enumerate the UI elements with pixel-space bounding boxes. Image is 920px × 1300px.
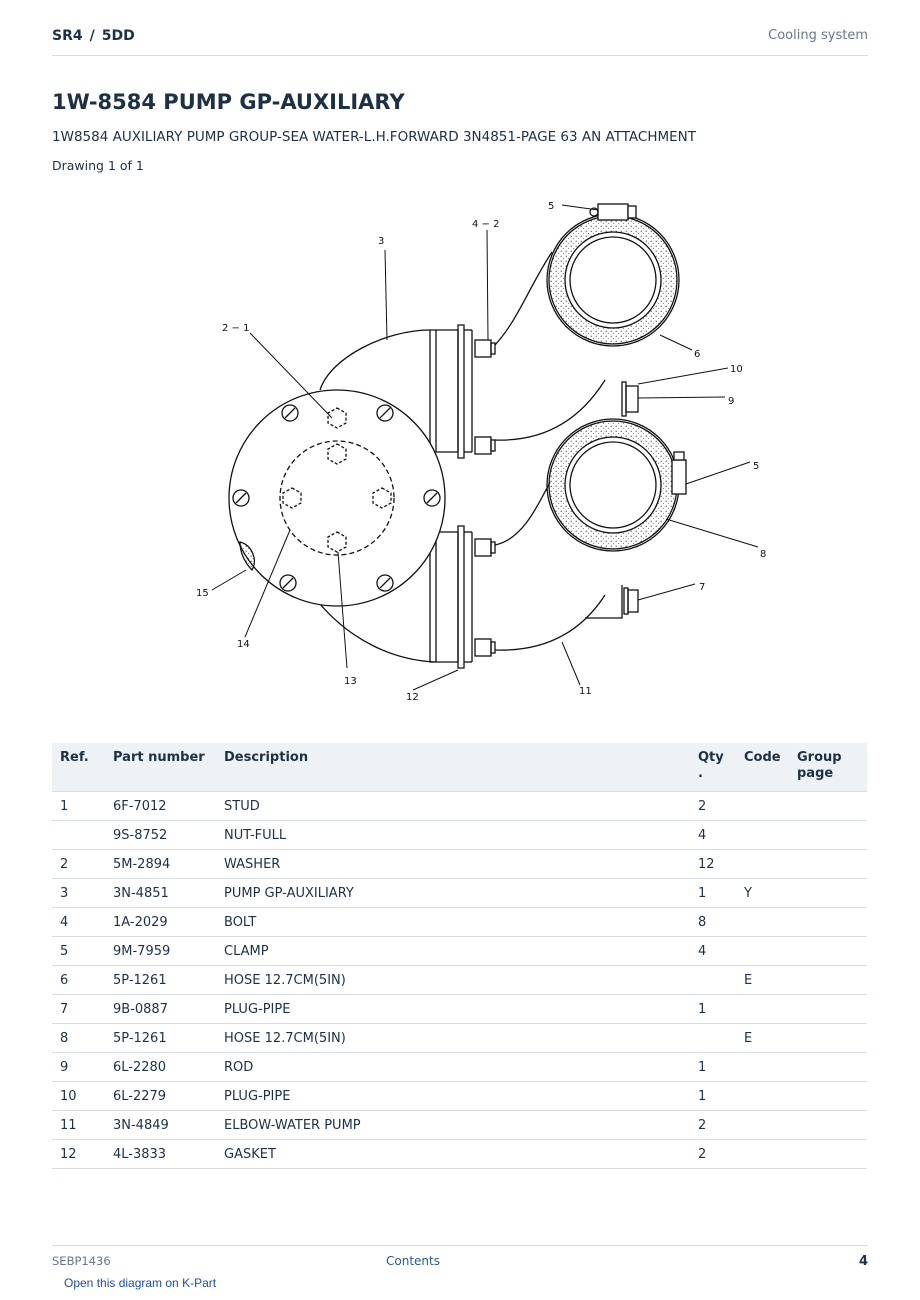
cell-qty: 2 [690, 1111, 736, 1140]
col-code-header-label: Code [744, 750, 781, 765]
table-row [52, 937, 867, 966]
callout-ref-11: 11 [579, 686, 592, 697]
cell-qty: 2 [690, 792, 736, 821]
cell-code [736, 792, 789, 821]
callout-ref-5-lower: 5 [753, 461, 760, 472]
cell-description: PLUG-PIPE [216, 995, 690, 1024]
cell-description: WASHER [216, 850, 690, 879]
callout-ref-13: 13 [344, 676, 357, 687]
cell-part-number: 3N-4851 [105, 879, 216, 908]
callout-ref-5-upper: 5 [548, 201, 555, 212]
table-row [52, 995, 867, 1024]
cell-qty: 12 [690, 850, 736, 879]
cell-code [736, 850, 789, 879]
table-row [52, 908, 867, 937]
table-row [52, 1053, 867, 1082]
table-row [52, 821, 867, 850]
cell-description: PUMP GP-AUXILIARY [216, 879, 690, 908]
col-group-page-header-label: Group page [797, 750, 842, 781]
cell-qty: 2 [690, 1140, 736, 1169]
cell-description: HOSE 12.7CM(5IN) [216, 966, 690, 995]
cell-ref: 8 [52, 1024, 105, 1053]
upper-hose [547, 214, 679, 346]
cell-group-page [789, 1140, 867, 1169]
page-title: 1W-8584 PUMP GP-AUXILIARY [52, 90, 405, 114]
cell-code: E [736, 966, 789, 995]
cell-ref: 1 [52, 792, 105, 821]
col-ref-header [52, 743, 105, 792]
cell-group-page [789, 1082, 867, 1111]
section-label: Cooling system [768, 28, 868, 43]
cell-qty: 1 [690, 1082, 736, 1111]
cell-group-page [789, 850, 867, 879]
cell-qty: 1 [690, 1053, 736, 1082]
drawing-count: Drawing 1 of 1 [52, 158, 144, 173]
cell-qty [690, 966, 736, 995]
cell-part-number: 9S-8752 [105, 821, 216, 850]
callout-ref-12: 12 [406, 692, 419, 703]
callout-ref-15: 15 [196, 588, 209, 599]
cell-description: STUD [216, 792, 690, 821]
cell-part-number: 5P-1261 [105, 1024, 216, 1053]
table-row [52, 1140, 867, 1169]
cell-description: ROD [216, 1053, 690, 1082]
cell-code [736, 908, 789, 937]
cell-part-number: 5M-2894 [105, 850, 216, 879]
lower-hose-clamp [672, 452, 686, 494]
cell-part-number: 6L-2279 [105, 1082, 216, 1111]
table-row [52, 1024, 867, 1053]
cell-description: NUT-FULL [216, 821, 690, 850]
cell-ref: 9 [52, 1053, 105, 1082]
model-breadcrumb [52, 28, 135, 44]
cell-qty: 4 [690, 821, 736, 850]
cell-description: ELBOW-WATER PUMP [216, 1111, 690, 1140]
lower-hose [547, 419, 679, 551]
col-qty-header [690, 743, 736, 792]
callout-ref-7: 7 [699, 582, 706, 593]
col-part-number-header-label: Part number [113, 750, 205, 765]
page-footer [52, 1245, 868, 1273]
cell-part-number: 6L-2280 [105, 1053, 216, 1082]
callout-ref-10: 10 [730, 364, 743, 375]
cell-qty: 8 [690, 908, 736, 937]
cell-ref: 11 [52, 1111, 105, 1140]
lower-outlet-flange [430, 526, 472, 668]
cell-part-number: 4L-3833 [105, 1140, 216, 1169]
cell-description: CLAMP [216, 937, 690, 966]
upper-outlet-flange [430, 325, 472, 458]
table-header-row [52, 743, 867, 792]
cell-part-number: 6F-7012 [105, 792, 216, 821]
col-group-page-header [789, 743, 867, 792]
cell-code [736, 821, 789, 850]
table-row [52, 1111, 867, 1140]
cell-qty [690, 1024, 736, 1053]
cell-code: Y [736, 879, 789, 908]
page-subtitle: 1W8584 AUXILIARY PUMP GROUP-SEA WATER-L.H.FORWARD 3N4851-PAGE 63 AN ATTACHMENT [52, 129, 697, 145]
cell-qty: 1 [690, 879, 736, 908]
callout-ref-3: 3 [378, 236, 385, 247]
cell-group-page [789, 1053, 867, 1082]
open-kpart-link[interactable]: Open this diagram on K-Part [64, 1276, 217, 1290]
cell-group-page [789, 1024, 867, 1053]
cell-group-page [789, 995, 867, 1024]
cell-ref: 4 [52, 908, 105, 937]
callout-ref-8: 8 [760, 549, 767, 560]
cell-ref: 5 [52, 937, 105, 966]
col-qty-header-label: Qty . [698, 750, 724, 781]
callout-ref-6: 6 [694, 349, 701, 360]
cell-description: HOSE 12.7CM(5IN) [216, 1024, 690, 1053]
cell-qty: 4 [690, 937, 736, 966]
breadcrumb-separator: / [89, 28, 95, 44]
flange-bolts [475, 340, 495, 656]
table-row [52, 792, 867, 821]
cell-part-number: 1A-2029 [105, 908, 216, 937]
model-label: SR4 [52, 28, 83, 44]
cell-part-number: 3N-4849 [105, 1111, 216, 1140]
callout-ref-2-1: 2 − 1 [222, 323, 250, 334]
parts-diagram [180, 190, 800, 715]
cell-group-page [789, 908, 867, 937]
cell-code [736, 995, 789, 1024]
table-row [52, 966, 867, 995]
cell-ref: 3 [52, 879, 105, 908]
cell-description: BOLT [216, 908, 690, 937]
parts-table [52, 743, 867, 1169]
cell-ref [52, 821, 105, 850]
page-number: 4 [858, 1254, 868, 1269]
cell-ref: 2 [52, 850, 105, 879]
cell-qty: 1 [690, 995, 736, 1024]
cell-ref: 7 [52, 995, 105, 1024]
col-description-header [216, 743, 690, 792]
table-row [52, 850, 867, 879]
col-part-number-header [105, 743, 216, 792]
cell-ref: 10 [52, 1082, 105, 1111]
cell-part-number: 9B-0887 [105, 995, 216, 1024]
cell-part-number: 9M-7959 [105, 937, 216, 966]
callout-ref-9: 9 [728, 396, 735, 407]
cell-code [736, 1111, 789, 1140]
cell-group-page [789, 879, 867, 908]
col-ref-header-label: Ref. [60, 750, 89, 765]
cell-group-page [789, 821, 867, 850]
document-id: SEBP1436 [52, 1254, 111, 1268]
cell-code: E [736, 1024, 789, 1053]
callout-ref-4-2: 4 − 2 [472, 219, 500, 230]
cell-ref: 12 [52, 1140, 105, 1169]
cell-ref: 6 [52, 966, 105, 995]
cell-part-number: 5P-1261 [105, 966, 216, 995]
table-row [52, 1082, 867, 1111]
parts-diagram-drawing [180, 190, 800, 715]
cell-code [736, 1082, 789, 1111]
cell-code [736, 937, 789, 966]
callout-ref-14: 14 [237, 639, 250, 650]
serial-prefix-label: 5DD [101, 28, 135, 44]
col-description-header-label: Description [224, 750, 309, 765]
contents-link[interactable]: Contents [386, 1254, 440, 1268]
cell-description: PLUG-PIPE [216, 1082, 690, 1111]
pump-cover-plate [229, 390, 445, 606]
cell-group-page [789, 792, 867, 821]
page-header [52, 28, 868, 56]
col-code-header [736, 743, 789, 792]
cell-code [736, 1140, 789, 1169]
table-row [52, 879, 867, 908]
cell-description: GASKET [216, 1140, 690, 1169]
cell-group-page [789, 937, 867, 966]
cell-code [736, 1053, 789, 1082]
cell-group-page [789, 966, 867, 995]
cell-group-page [789, 1111, 867, 1140]
